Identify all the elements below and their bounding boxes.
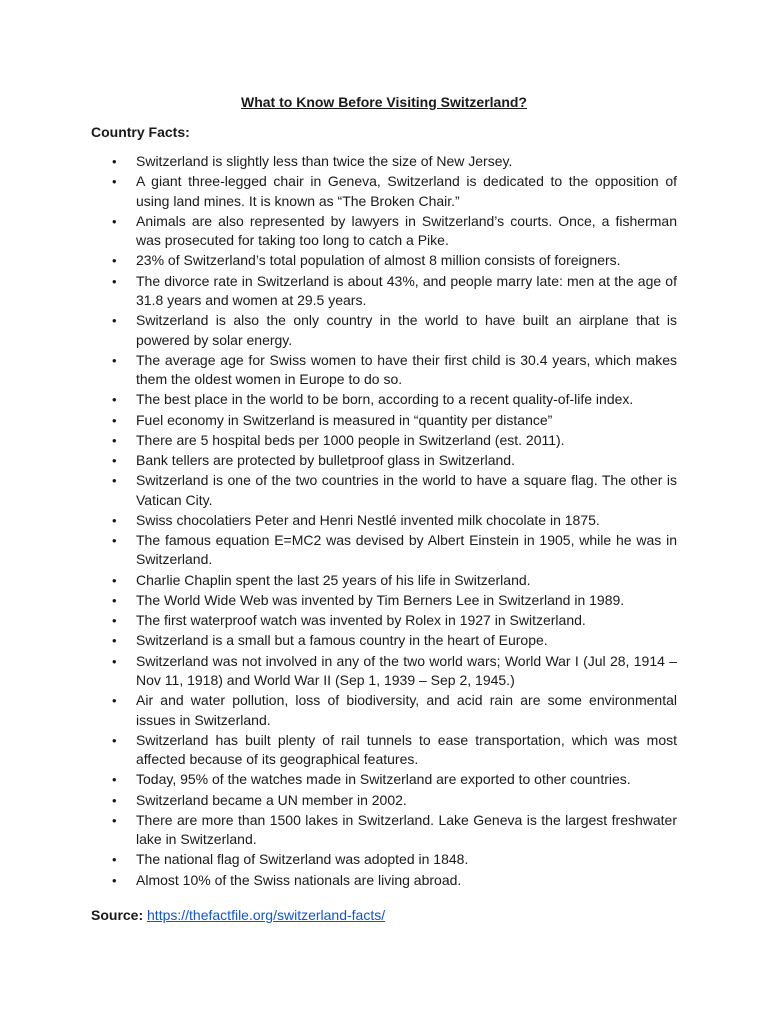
- bullet-icon: •: [112, 852, 117, 868]
- list-item: [91, 791, 677, 810]
- list-item-text: The World Wide Web was invented by Tim Berners Lee in Switzerland in 1989.: [136, 591, 625, 608]
- list-item: [91, 691, 677, 730]
- list-item: [91, 611, 677, 630]
- list-item-text: The best place in the world to be born, according to a recent quality-of-life index.: [136, 391, 634, 408]
- bullet-icon: •: [112, 613, 117, 629]
- bullet-icon: •: [112, 572, 117, 588]
- bullet-icon: •: [112, 453, 117, 469]
- bullet-icon: •: [112, 392, 117, 408]
- bullet-icon: •: [112, 812, 117, 828]
- list-item: [91, 811, 677, 850]
- list-item: [91, 351, 677, 390]
- list-item-text: Charlie Chaplin spent the last 25 years of his life in Switzerland.: [136, 571, 531, 588]
- bullet-icon: •: [112, 213, 117, 229]
- list-item-text: Switzerland is a small but a famous country in the heart of Europe.: [136, 632, 548, 649]
- bullet-icon: •: [112, 313, 117, 329]
- list-item: [91, 311, 677, 350]
- list-item: [91, 871, 677, 890]
- list-item-text: Switzerland was not involved in any of the two world wars; World War I (Jul 28, 1914 – Nov 11, 1918) and World War II (Sep 1, 1939 – Sep 2, 1945.): [136, 652, 677, 688]
- source-line: [91, 906, 385, 925]
- source-label: Source:: [91, 907, 144, 923]
- bullet-icon: •: [112, 792, 117, 808]
- list-item-text: Switzerland became a UN member in 2002.: [136, 791, 407, 808]
- list-item-text: Switzerland is one of the two countries in the world to have a square flag. The other is Vatican City.: [136, 472, 677, 508]
- bullet-icon: •: [112, 253, 117, 269]
- list-item-text: Switzerland is also the only country in the world to have built an airplane that is powered by solar energy.: [136, 312, 677, 348]
- list-item-text: The divorce rate in Switzerland is about 43%, and people marry late: men at the age of 31.8 years and women at 29.5 years.: [136, 272, 677, 309]
- facts-list: [91, 152, 677, 891]
- list-item-text: Bank tellers are protected by bulletproof glass in Switzerland.: [136, 452, 515, 469]
- bullet-icon: •: [112, 412, 117, 428]
- list-item: [91, 631, 677, 650]
- list-item: [91, 511, 677, 530]
- bullet-icon: •: [112, 592, 117, 608]
- list-item: [91, 652, 677, 691]
- list-item-text: The famous equation E=MC2 was devised by Albert Einstein in 1905, while he was in Switzerland.: [136, 532, 677, 568]
- bullet-icon: •: [112, 653, 117, 669]
- bullet-icon: •: [112, 872, 117, 888]
- list-item-text: Switzerland has built plenty of rail tunnels to ease transportation, which was most affected because of its geographical features.: [136, 731, 677, 768]
- list-item-text: 23% of Switzerland’s total population of almost 8 million consists of foreigners.: [136, 252, 621, 269]
- list-item: [91, 251, 677, 270]
- list-item-text: Air and water pollution, loss of biodiversity, and acid rain are some environmental issues in Switzerland.: [136, 692, 677, 728]
- page-title: What to Know Before Visiting Switzerland?: [241, 94, 527, 110]
- list-item: [91, 451, 677, 470]
- list-item: [91, 571, 677, 590]
- bullet-icon: •: [112, 533, 117, 549]
- list-item-text: There are more than 1500 lakes in Switzerland. Lake Geneva is the largest freshwater lake in Switzerland.: [136, 811, 677, 848]
- section-heading: Country Facts:: [91, 124, 190, 140]
- list-item-text: Almost 10% of the Swiss nationals are living abroad.: [136, 871, 462, 888]
- bullet-icon: •: [112, 473, 117, 489]
- list-item: [91, 471, 677, 510]
- list-item-text: Today, 95% of the watches made in Switzerland are exported to other countries.: [136, 771, 631, 788]
- bullet-icon: •: [112, 273, 117, 289]
- list-item: [91, 152, 677, 171]
- list-item: [91, 770, 677, 789]
- list-item: [91, 850, 677, 869]
- list-item: [91, 272, 677, 311]
- bullet-icon: •: [112, 352, 117, 368]
- list-item: [91, 431, 677, 450]
- list-item-text: Animals are also represented by lawyers in Switzerland’s courts. Once, a fisherman was prosecuted for taking too long to catch a Pike.: [136, 212, 677, 249]
- bullet-icon: •: [112, 633, 117, 649]
- bullet-icon: •: [112, 693, 117, 709]
- bullet-icon: •: [112, 512, 117, 528]
- list-item-text: Switzerland is slightly less than twice the size of New Jersey.: [136, 153, 513, 169]
- list-item: [91, 172, 677, 211]
- list-item-text: The first waterproof watch was invented by Rolex in 1927 in Switzerland.: [136, 612, 586, 629]
- bullet-icon: •: [112, 732, 117, 748]
- list-item: [91, 411, 677, 430]
- list-item-text: Swiss chocolatiers Peter and Henri Nestlé invented milk chocolate in 1875.: [136, 511, 600, 528]
- list-item: [91, 531, 677, 570]
- bullet-icon: •: [112, 154, 117, 169]
- source-link[interactable]: https://thefactfile.org/switzerland-facts/: [147, 907, 386, 923]
- list-item-text: A giant three-legged chair in Geneva, Switzerland is dedicated to the opposition of using land mines. It is known as “The Broken Chair.”: [136, 173, 677, 209]
- bullet-icon: •: [112, 432, 117, 448]
- list-item-text: There are 5 hospital beds per 1000 people in Switzerland (est. 2011).: [136, 431, 565, 448]
- list-item: [91, 212, 677, 251]
- list-item: [91, 591, 677, 610]
- list-item-text: Fuel economy in Switzerland is measured in “quantity per distance”: [136, 411, 553, 428]
- bullet-icon: •: [112, 174, 117, 190]
- bullet-icon: •: [112, 772, 117, 788]
- list-item-text: The national flag of Switzerland was adopted in 1848.: [136, 851, 469, 868]
- list-item: [91, 390, 677, 409]
- list-item-text: The average age for Swiss women to have their first child is 30.4 years, which makes them the oldest women in Europe to do so.: [136, 351, 677, 388]
- list-item: [91, 731, 677, 770]
